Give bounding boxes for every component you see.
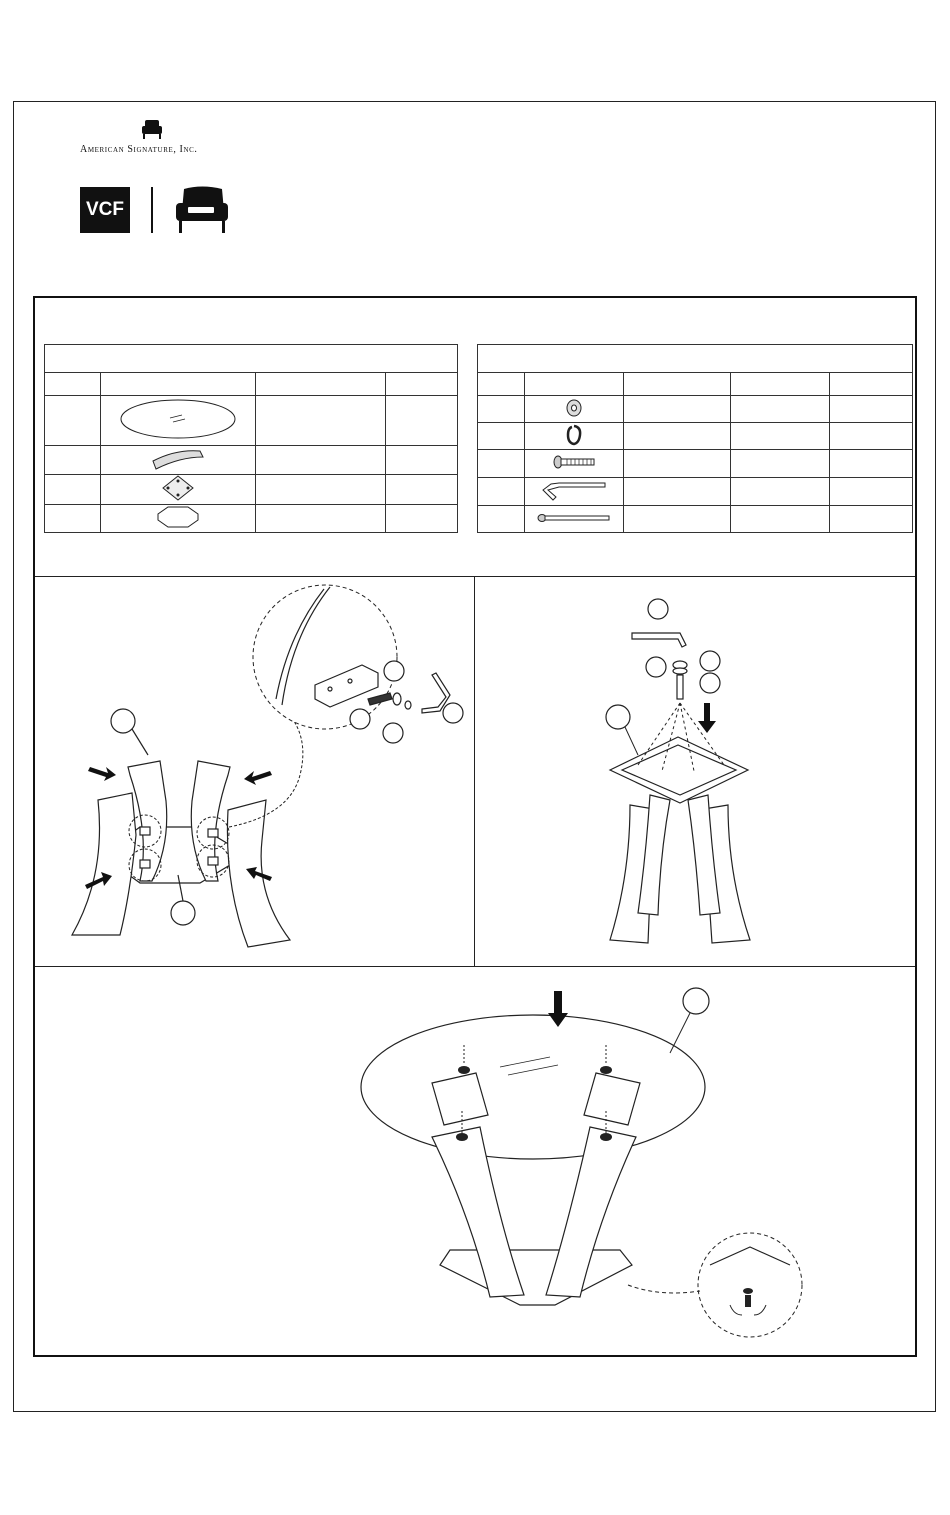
bolt-icon	[551, 453, 597, 471]
parts-table	[44, 344, 458, 533]
col-no	[478, 373, 525, 396]
col-description	[624, 373, 731, 396]
section-divider	[474, 577, 475, 966]
col-size	[731, 373, 830, 396]
col-picture	[525, 373, 624, 396]
split-lock-washer-icon	[564, 424, 584, 446]
parts-table-title	[45, 345, 458, 373]
logo-divider	[151, 187, 153, 233]
col-qty	[386, 373, 458, 396]
company-name: American Signature, Inc.	[80, 144, 198, 155]
octagonal-base-plate-icon	[156, 505, 200, 529]
table-row	[478, 506, 913, 533]
col-picture	[101, 373, 256, 396]
table-row	[45, 475, 458, 505]
vcf-logo: VCF	[80, 187, 130, 233]
glass-tabletop-icon	[118, 397, 238, 441]
flat-washer-icon	[564, 398, 584, 418]
long-bolt-icon	[536, 512, 612, 524]
step-1-illustration	[60, 595, 470, 955]
hardware-table	[477, 344, 913, 533]
table-row	[478, 423, 913, 450]
step-3-illustration	[360, 985, 810, 1350]
curved-leg-icon	[148, 447, 208, 471]
allen-key-icon	[539, 478, 609, 502]
col-no	[45, 373, 101, 396]
hardware-table-title	[478, 345, 913, 373]
table-row	[478, 396, 913, 423]
step-2-illustration	[590, 595, 790, 955]
col-qty	[830, 373, 913, 396]
table-row	[478, 450, 913, 478]
table-row	[45, 446, 458, 475]
col-description	[256, 373, 386, 396]
section-divider	[35, 966, 915, 967]
table-row	[45, 396, 458, 446]
armchair-logo-icon	[174, 185, 230, 235]
table-row	[478, 478, 913, 506]
table-row	[45, 505, 458, 533]
section-divider	[35, 576, 915, 577]
square-mounting-plate-icon	[158, 475, 198, 501]
armchair-icon	[80, 118, 230, 144]
